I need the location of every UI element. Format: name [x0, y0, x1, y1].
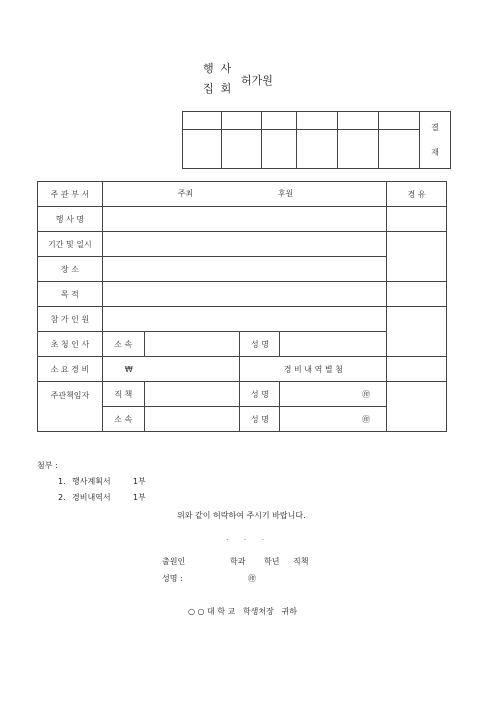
applicant-dept: 학과	[230, 557, 246, 566]
header-host: 주최	[177, 189, 194, 198]
reason-cell[interactable]	[387, 232, 447, 282]
approval-label-bottom: 재	[431, 148, 439, 157]
approval-label-top: 결	[431, 123, 439, 132]
sign-cell[interactable]	[222, 130, 262, 169]
approval-cell[interactable]	[297, 112, 338, 130]
attachment-name: 행사계획서	[72, 477, 111, 486]
seal-mark: ㊞	[362, 414, 371, 424]
header-host-sponsor	[102, 182, 386, 207]
header-reason: 경 유	[387, 182, 447, 207]
approval-cell[interactable]	[379, 112, 420, 130]
field-manager-name-2[interactable]	[280, 407, 387, 432]
sign-cell[interactable]	[183, 130, 222, 169]
addressee: ○ ○ 대 학 교 학생처장 귀하	[188, 607, 297, 616]
field-purpose[interactable]	[102, 282, 386, 307]
date-line: . . .	[226, 533, 265, 542]
applicant-name-label: 성명 :	[162, 574, 183, 583]
label-manager-name-2: 성 명	[240, 407, 280, 432]
label-cost: 소 요 경 비	[38, 357, 103, 382]
label-invitee-affil: 소 속	[102, 332, 144, 357]
label-manager-name: 성 명	[240, 382, 280, 407]
approval-table	[182, 111, 451, 169]
header-sponsor: 후원	[277, 189, 294, 198]
field-place[interactable]	[102, 257, 386, 282]
label-participants: 참 가 인 원	[38, 307, 103, 332]
field-period[interactable]	[102, 232, 386, 257]
label-invitee: 초 청 인 사	[38, 332, 103, 357]
main-form-table	[37, 181, 447, 432]
seal-mark: ㊞	[362, 389, 371, 399]
reason-cell[interactable]	[387, 207, 447, 232]
attachments-label: 첨부 :	[37, 461, 58, 470]
label-manager-affil: 소 속	[102, 407, 144, 432]
label-period: 기간 및 일시	[38, 232, 103, 257]
reason-cell[interactable]	[387, 282, 447, 307]
sign-cell[interactable]	[297, 130, 338, 169]
field-invitee-affil[interactable]	[144, 332, 240, 357]
attachment-no: 2.	[58, 493, 66, 502]
field-manager-name[interactable]	[280, 382, 387, 407]
approval-cell[interactable]	[338, 112, 379, 130]
label-event-name: 행 사 명	[38, 207, 103, 232]
label-invitee-name: 성 명	[240, 332, 280, 357]
attachment-count: 1부	[133, 493, 146, 502]
reason-cell[interactable]	[387, 307, 447, 357]
approval-cell[interactable]	[262, 112, 297, 130]
attachment-name: 경비내역서	[72, 493, 111, 502]
field-participants[interactable]	[102, 307, 386, 332]
label-manager: 주관책임자	[38, 382, 103, 432]
approval-cell[interactable]	[222, 112, 262, 130]
attachment-count: 1부	[133, 477, 146, 486]
applicant-position: 직책	[293, 557, 309, 566]
reason-cell[interactable]	[387, 382, 447, 432]
label-manager-title: 직 책	[102, 382, 144, 407]
won-symbol: ₩	[124, 364, 133, 374]
applicant-grade: 학년	[264, 557, 280, 566]
attachment-no: 1.	[58, 477, 66, 486]
label-place: 장 소	[38, 257, 103, 282]
title-suffix: 허가원	[241, 74, 273, 87]
field-manager-title[interactable]	[144, 382, 240, 407]
request-text: 위와 같이 허락하여 주시기 바랍니다.	[177, 511, 306, 520]
header-dept: 주 관 부 서	[38, 182, 103, 207]
field-cost[interactable]	[102, 357, 240, 382]
applicant-label: 출원인	[162, 557, 186, 566]
sign-cell[interactable]	[338, 130, 379, 169]
label-purpose: 목 적	[38, 282, 103, 307]
title-line-2: 집 회	[203, 82, 232, 95]
field-event-name[interactable]	[102, 207, 386, 232]
reason-cell[interactable]	[387, 357, 447, 382]
approval-cell[interactable]	[183, 112, 222, 130]
approval-label	[420, 112, 451, 169]
cost-attach-note: 경 비 내 역 별 첨	[240, 357, 387, 382]
field-manager-affil[interactable]	[144, 407, 240, 432]
title-line-1: 행 사	[203, 62, 232, 75]
applicant-seal: ㊞	[248, 574, 256, 583]
field-invitee-name[interactable]	[280, 332, 387, 357]
sign-cell[interactable]	[379, 130, 420, 169]
sign-cell[interactable]	[262, 130, 297, 169]
